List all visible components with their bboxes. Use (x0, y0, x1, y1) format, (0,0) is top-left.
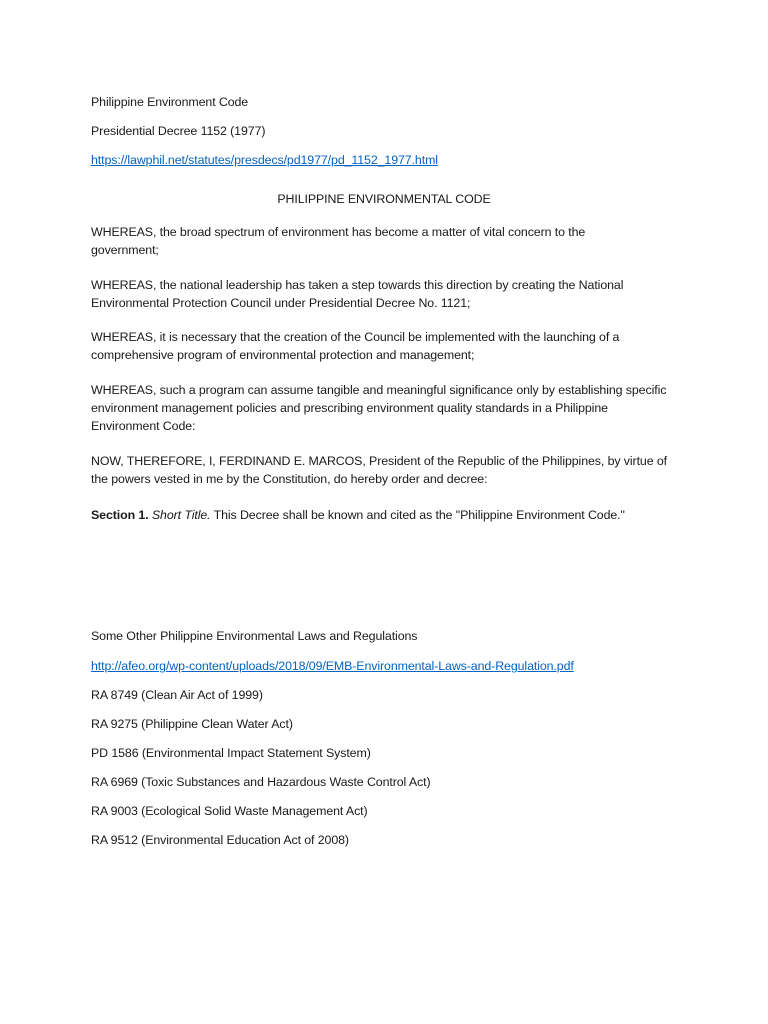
text-line: NOW, THEREFORE, I, FERDINAND E. MARCOS, President of the Republic of the Philippines, by virtue of (91, 454, 667, 468)
whereas-paragraph-1 (91, 223, 691, 259)
now-therefore-paragraph (91, 452, 691, 488)
text-line: Environment Code: (91, 419, 196, 433)
list-item: RA 9003 (Ecological Solid Waste Management Act) (91, 804, 368, 818)
whereas-paragraph-2 (91, 276, 691, 312)
text-line: the powers vested in me by the Constitution, do hereby order and decree: (91, 472, 488, 486)
text-line: WHEREAS, it is necessary that the creation of the Council be implemented with the launching of a (91, 330, 620, 344)
list-item: RA 9512 (Environmental Education Act of 2008) (91, 833, 349, 847)
section-1 (91, 506, 691, 524)
lawphil-link[interactable]: https://lawphil.net/statutes/presdecs/pd1977/pd_1152_1977.html (91, 153, 438, 167)
text-line: government; (91, 243, 159, 257)
code-heading: PHILIPPINE ENVIRONMENTAL CODE (277, 192, 491, 206)
afeo-link[interactable]: http://afeo.org/wp-content/uploads/2018/09/EMB-Environmental-Laws-and-Regulation.pdf (91, 659, 574, 673)
section-label: Section 1. (91, 508, 149, 522)
whereas-paragraph-3 (91, 328, 691, 364)
list-item: RA 8749 (Clean Air Act of 1999) (91, 688, 263, 702)
document-title: Philippine Environment Code (91, 95, 249, 109)
section-subtitle: Short Title. (151, 508, 211, 522)
text-line: WHEREAS, such a program can assume tangible and meaningful significance only by establishing specific (91, 383, 667, 397)
section-text: This Decree shall be known and cited as the "Philippine Environment Code." (213, 508, 625, 522)
text-line: WHEREAS, the broad spectrum of environment has become a matter of vital concern to the (91, 225, 586, 239)
other-laws-heading: Some Other Philippine Environmental Laws and Regulations (91, 629, 418, 643)
list-item: RA 6969 (Toxic Substances and Hazardous Waste Control Act) (91, 775, 431, 789)
decree-reference: Presidential Decree 1152 (1977) (91, 124, 266, 138)
text-line: environment management policies and prescribing environment quality standards in a Philippine (91, 401, 608, 415)
text-line: Environmental Protection Council under Presidential Decree No. 1121; (91, 296, 471, 310)
list-item: RA 9275 (Philippine Clean Water Act) (91, 717, 293, 731)
list-item: PD 1586 (Environmental Impact Statement System) (91, 746, 371, 760)
whereas-paragraph-4 (91, 381, 691, 435)
text-line: comprehensive program of environmental protection and management; (91, 348, 475, 362)
text-line: WHEREAS, the national leadership has taken a step towards this direction by creating the National (91, 278, 624, 292)
